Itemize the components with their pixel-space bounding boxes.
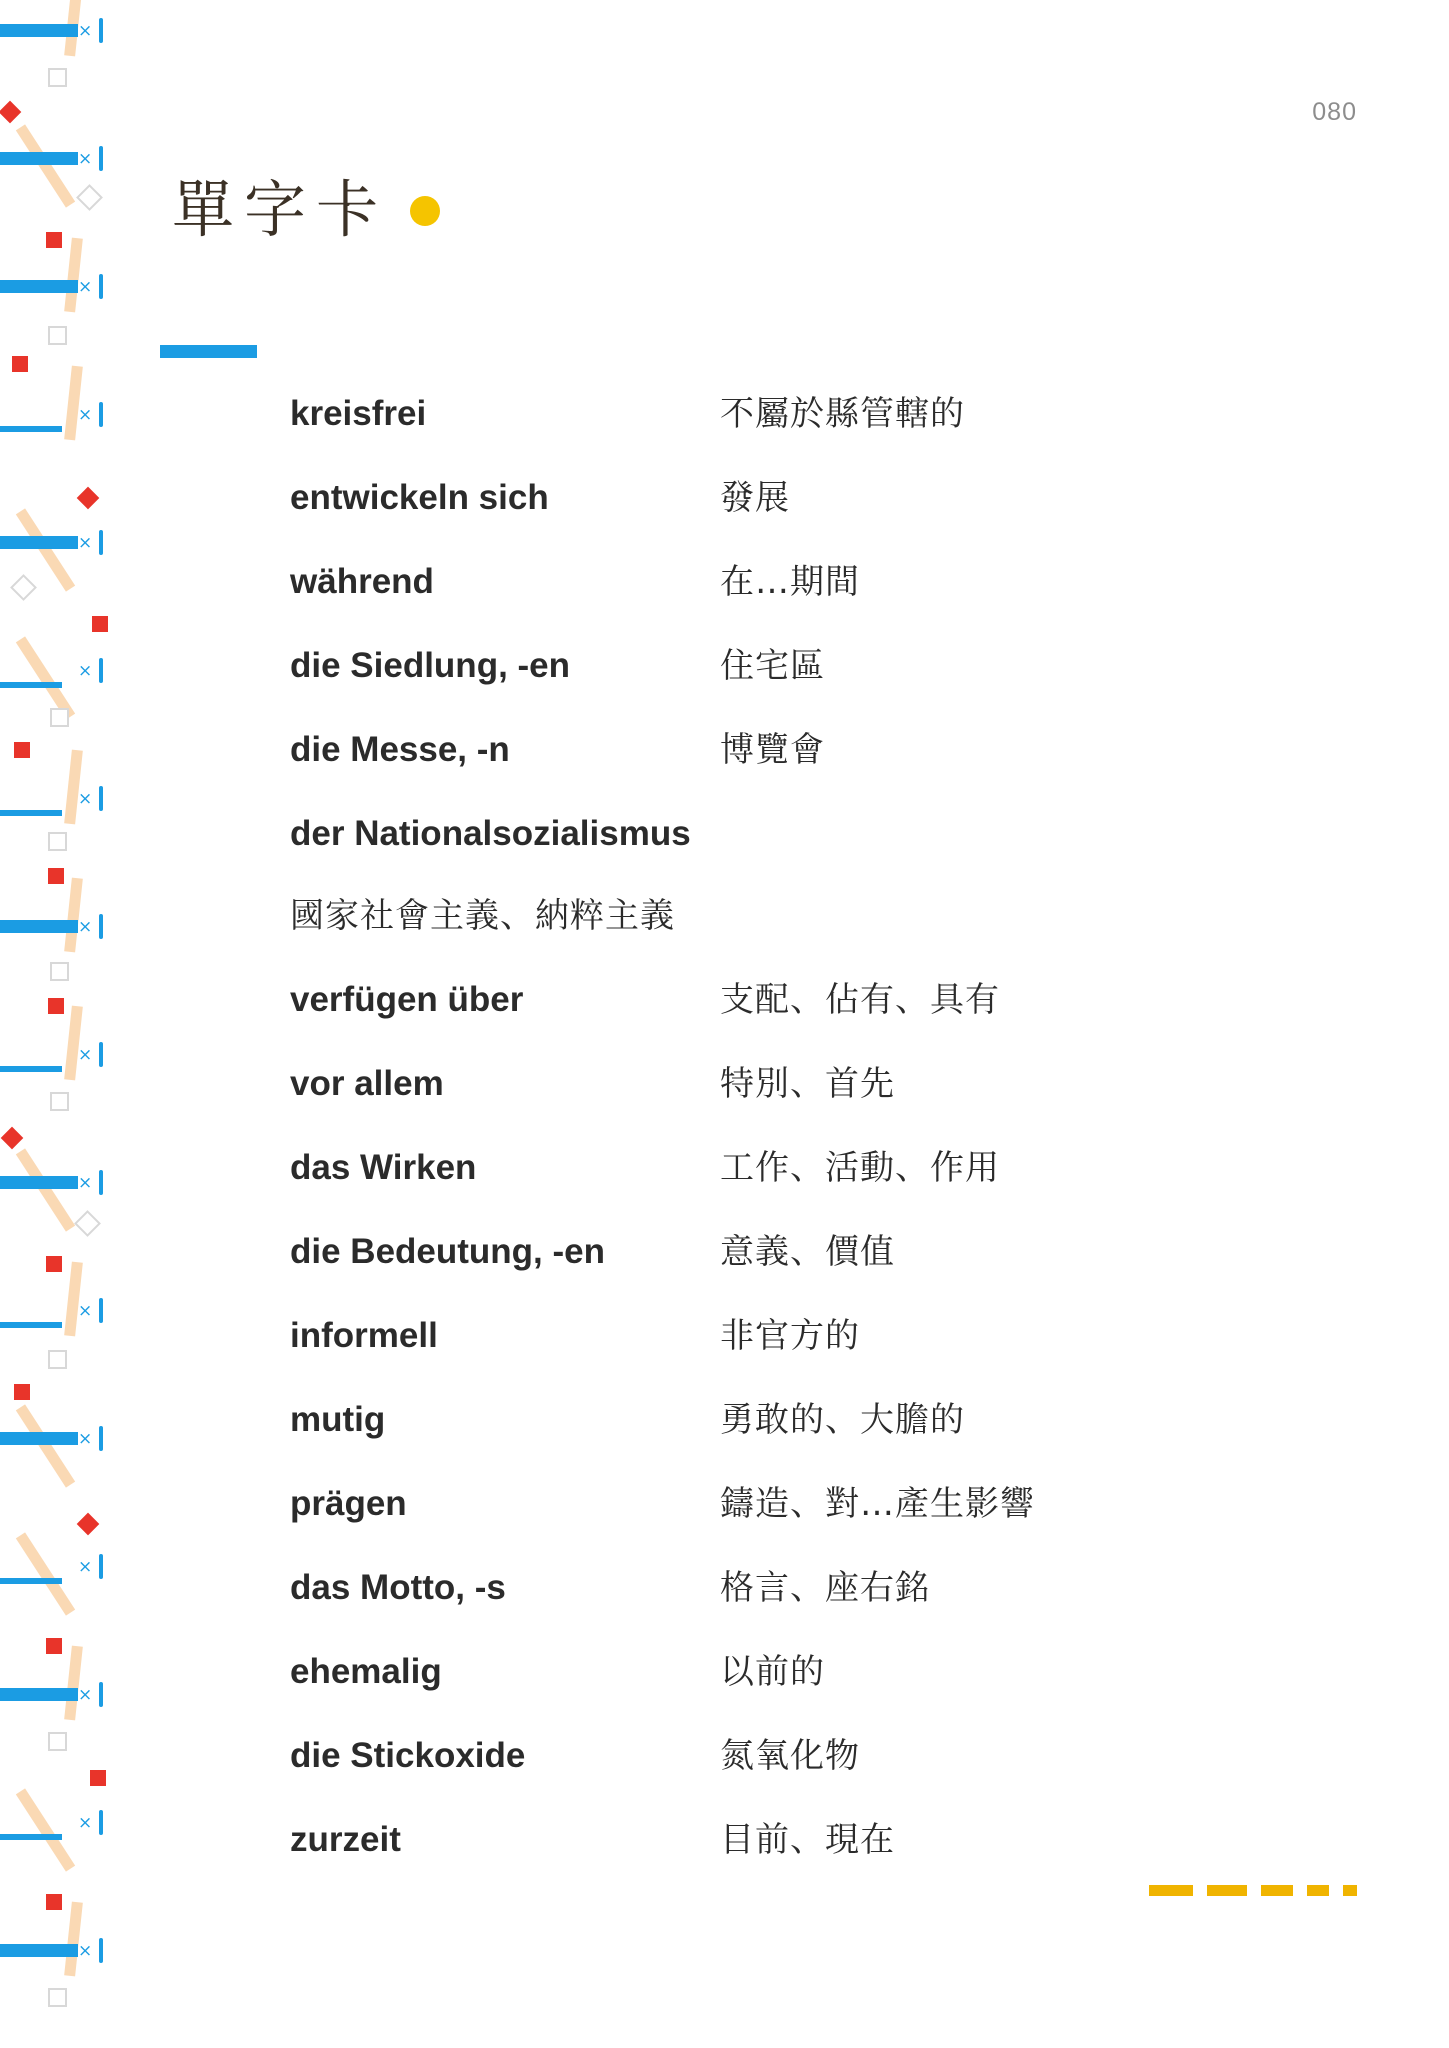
ruler-cross-icon: × (78, 1941, 93, 1961)
pencil-icon (64, 238, 83, 313)
ruler-end-icon (99, 1170, 103, 1195)
pencil-eraser-icon (50, 1092, 69, 1111)
ruler-bar-icon (0, 1176, 78, 1189)
vocabulary-term: informell (290, 1316, 438, 1355)
vocabulary-meaning: 支配、佔有、具有 (720, 980, 1000, 1020)
pencil-eraser-icon (50, 962, 69, 981)
vocabulary-term: die Bedeutung, -en (290, 1232, 605, 1271)
ruler-bar-icon (0, 1688, 78, 1701)
ruler-end-icon (99, 1938, 103, 1963)
vocabulary-term: die Messe, -n (290, 730, 510, 769)
vocabulary-row (290, 708, 1400, 792)
vocabulary-row (290, 792, 1400, 958)
ruler-end-icon (99, 402, 103, 427)
page-number: 080 (1312, 98, 1357, 126)
blue-rule-divider (160, 345, 257, 358)
vocabulary-term: das Wirken (290, 1148, 477, 1187)
pencil-eraser-icon (48, 326, 67, 345)
ruler-end-icon (99, 1042, 103, 1067)
vocabulary-term: die Stickoxide (290, 1736, 526, 1775)
pencil-ruler-motif (0, 1390, 150, 1518)
vocabulary-meaning: 非官方的 (720, 1316, 860, 1356)
ruler-cross-icon: × (78, 1813, 93, 1833)
vocabulary-row (290, 456, 1400, 540)
decorative-margin-strip (0, 0, 150, 2048)
ruler-bar-icon (0, 920, 78, 933)
vocabulary-row (290, 372, 1400, 456)
ruler-bar-icon (0, 152, 78, 165)
vocabulary-term: prägen (290, 1484, 407, 1523)
ruler-end-icon (99, 1682, 103, 1707)
pencil-ruler-motif (0, 878, 150, 1006)
pencil-eraser-icon (76, 184, 103, 211)
vocabulary-row (290, 624, 1400, 708)
pencil-icon (16, 1404, 75, 1487)
pencil-ruler-motif (0, 1646, 150, 1774)
vocabulary-meaning: 工作、活動、作用 (720, 1148, 1000, 1188)
pencil-ruler-motif (0, 1902, 150, 2030)
vocabulary-row (290, 1798, 1400, 1882)
ruler-end-icon (99, 1426, 103, 1451)
pencil-ruler-motif (0, 1518, 150, 1646)
pencil-icon (64, 878, 83, 953)
ruler-end-icon (99, 274, 103, 299)
vocabulary-row (290, 1546, 1400, 1630)
vocabulary-meaning: 不屬於縣管轄的 (720, 394, 965, 434)
ruler-cross-icon: × (78, 277, 93, 297)
vocabulary-meaning: 格言、座右銘 (720, 1568, 930, 1608)
vocabulary-meaning: 意義、價值 (720, 1232, 895, 1272)
vocabulary-meaning: 國家社會主義、納粹主義 (290, 896, 675, 936)
pencil-ruler-motif (0, 1262, 150, 1390)
dash-3 (1261, 1885, 1293, 1896)
pencil-eraser-icon (48, 832, 67, 851)
pencil-tip-icon (46, 1638, 62, 1654)
ruler-end-icon (99, 146, 103, 171)
ruler-cross-icon: × (78, 917, 93, 937)
pencil-icon (64, 1646, 83, 1721)
vocabulary-term: kreisfrei (290, 394, 427, 433)
pencil-icon (64, 750, 83, 825)
vocabulary-row (290, 1630, 1400, 1714)
vocabulary-meaning: 在…期間 (720, 562, 860, 602)
pencil-ruler-motif (0, 238, 150, 366)
ruler-bar-icon (0, 810, 62, 816)
ruler-cross-icon: × (78, 1301, 93, 1321)
ruler-cross-icon: × (78, 149, 93, 169)
pencil-icon (64, 1902, 83, 1977)
pencil-ruler-motif (0, 494, 150, 622)
vocabulary-meaning: 博覽會 (720, 730, 825, 770)
ruler-cross-icon: × (78, 1557, 93, 1577)
yellow-dash-decoration (1149, 1885, 1357, 1896)
pencil-ruler-motif (0, 0, 150, 110)
ruler-end-icon (99, 1810, 103, 1835)
pencil-ruler-motif (0, 1134, 150, 1262)
pencil-tip-icon (14, 742, 30, 758)
pencil-icon (64, 366, 83, 441)
vocabulary-row (290, 1714, 1400, 1798)
pencil-tip-icon (14, 1384, 30, 1400)
pencil-tip-icon (46, 232, 62, 248)
ruler-bar-icon (0, 682, 62, 688)
vocabulary-term: verfügen über (290, 980, 524, 1019)
vocabulary-meaning: 氮氧化物 (720, 1736, 860, 1776)
vocabulary-meaning: 勇敢的、大膽的 (720, 1400, 965, 1440)
dash-2 (1207, 1885, 1247, 1896)
dash-5 (1343, 1885, 1357, 1896)
vocabulary-row (290, 958, 1400, 1042)
vocabulary-row (290, 1210, 1400, 1294)
vocabulary-row (290, 1462, 1400, 1546)
yellow-dot-icon (410, 196, 440, 226)
pencil-tip-icon (92, 616, 108, 632)
ruler-cross-icon: × (78, 1685, 93, 1705)
pencil-eraser-icon (48, 1350, 67, 1369)
vocabulary-row (290, 1378, 1400, 1462)
pencil-icon (16, 1788, 75, 1871)
ruler-end-icon (99, 18, 103, 43)
ruler-bar-icon (0, 426, 62, 432)
vocabulary-row (290, 540, 1400, 624)
pencil-eraser-icon (48, 68, 67, 87)
ruler-end-icon (99, 914, 103, 939)
vocabulary-row (290, 1042, 1400, 1126)
vocabulary-term: mutig (290, 1400, 386, 1439)
ruler-bar-icon (0, 280, 78, 293)
page-title-text: 單字卡 (172, 173, 389, 246)
pencil-ruler-motif (0, 366, 150, 494)
ruler-bar-icon (0, 24, 78, 37)
dash-1 (1149, 1885, 1193, 1896)
pencil-ruler-motif (0, 622, 150, 750)
vocabulary-term: die Siedlung, -en (290, 646, 571, 685)
pencil-tip-icon (46, 1256, 62, 1272)
ruler-cross-icon: × (78, 661, 93, 681)
ruler-cross-icon: × (78, 1429, 93, 1449)
pencil-eraser-icon (48, 1732, 67, 1751)
pencil-tip-icon (48, 868, 64, 884)
pencil-icon (64, 1262, 83, 1337)
ruler-bar-icon (0, 1432, 78, 1445)
pencil-icon (64, 1006, 83, 1081)
vocabulary-meaning: 目前、現在 (720, 1820, 895, 1860)
ruler-end-icon (99, 658, 103, 683)
pencil-icon (16, 124, 75, 207)
pencil-ruler-motif (0, 750, 150, 878)
ruler-bar-icon (0, 1578, 62, 1584)
vocabulary-term: zurzeit (290, 1820, 401, 1859)
vocabulary-meaning: 特別、首先 (720, 1064, 895, 1104)
pencil-eraser-icon (74, 1210, 101, 1237)
pencil-icon (16, 1532, 75, 1615)
vocabulary-term: ehemalig (290, 1652, 442, 1691)
vocabulary-meaning: 以前的 (720, 1652, 825, 1692)
pencil-tip-icon (90, 1770, 106, 1786)
ruler-end-icon (99, 1298, 103, 1323)
pencil-tip-icon (46, 1894, 62, 1910)
ruler-cross-icon: × (78, 533, 93, 553)
vocabulary-term: vor allem (290, 1064, 444, 1103)
vocabulary-term: das Motto, -s (290, 1568, 506, 1607)
vocabulary-meaning: 住宅區 (720, 646, 825, 686)
ruler-bar-icon (0, 1322, 62, 1328)
ruler-cross-icon: × (78, 405, 93, 425)
pencil-ruler-motif (0, 1006, 150, 1134)
pencil-tip-icon (48, 998, 64, 1014)
pencil-ruler-motif (0, 110, 150, 238)
vocabulary-list (290, 372, 1400, 1882)
ruler-cross-icon: × (78, 789, 93, 809)
pencil-eraser-icon (10, 574, 37, 601)
vocabulary-term: der Nationalsozialismus (290, 814, 691, 853)
vocabulary-row (290, 1126, 1400, 1210)
page-title (172, 160, 440, 249)
ruler-bar-icon (0, 1066, 62, 1072)
pencil-eraser-icon (50, 708, 69, 727)
ruler-cross-icon: × (78, 21, 93, 41)
ruler-bar-icon (0, 536, 78, 549)
pencil-icon (16, 1148, 75, 1231)
vocabulary-term: während (290, 562, 434, 601)
ruler-bar-icon (0, 1944, 78, 1957)
ruler-cross-icon: × (78, 1173, 93, 1193)
vocabulary-term: entwickeln sich (290, 478, 549, 517)
vocabulary-row (290, 1294, 1400, 1378)
pencil-eraser-icon (48, 1988, 67, 2007)
ruler-bar-icon (0, 1834, 62, 1840)
pencil-tip-icon (12, 356, 28, 372)
ruler-end-icon (99, 786, 103, 811)
vocabulary-meaning: 鑄造、對…產生影響 (720, 1484, 1035, 1524)
dash-4 (1307, 1885, 1329, 1896)
vocabulary-meaning: 發展 (720, 478, 790, 518)
pencil-ruler-motif (0, 1774, 150, 1902)
ruler-end-icon (99, 1554, 103, 1579)
ruler-cross-icon: × (78, 1045, 93, 1065)
ruler-end-icon (99, 530, 103, 555)
